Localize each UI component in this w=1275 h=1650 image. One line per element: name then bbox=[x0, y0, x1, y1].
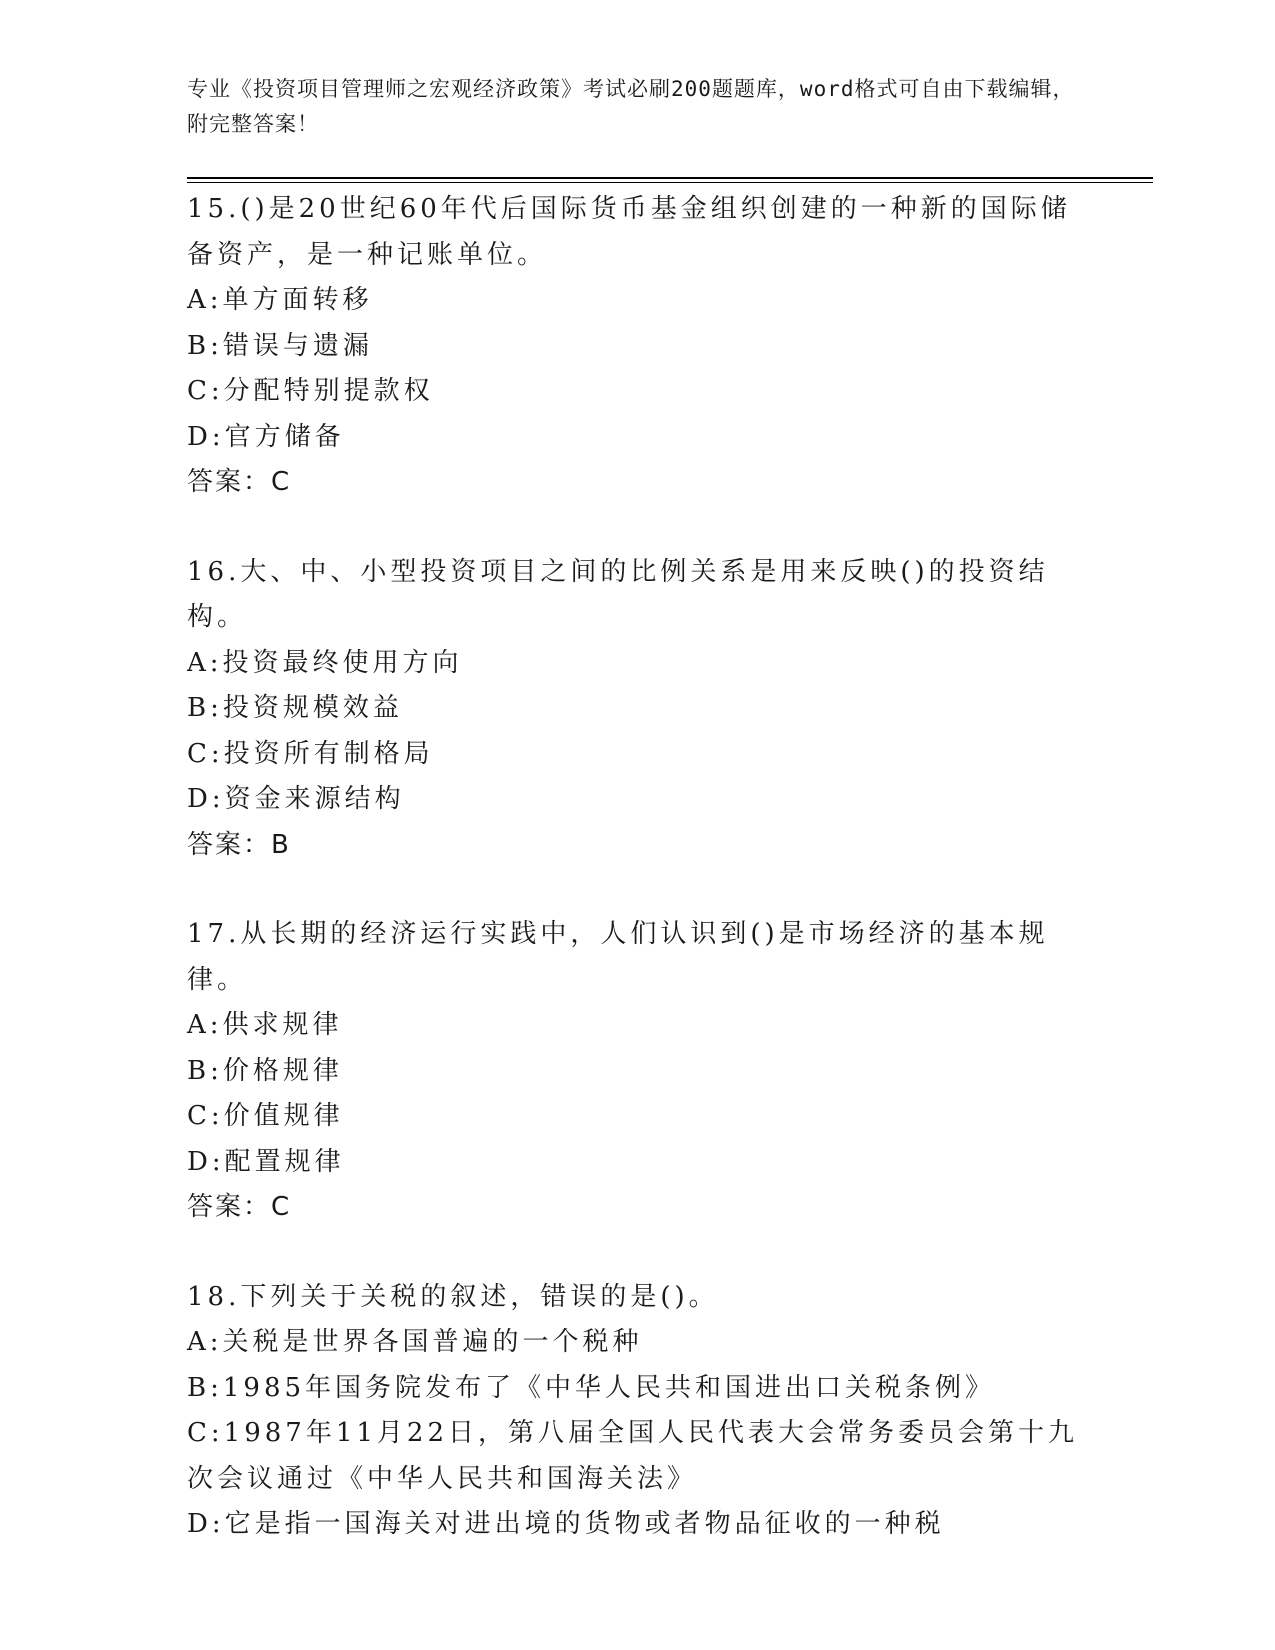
answer-line: 答案：C bbox=[187, 1192, 292, 1222]
question-stem: 17.从长期的经济运行实践中，人们认识到()是市场经济的基本规律。 bbox=[187, 919, 1049, 995]
option-a: A:供求规律 bbox=[187, 1010, 343, 1040]
answer-line: 答案：B bbox=[187, 829, 291, 860]
question-17 bbox=[187, 912, 1087, 1231]
question-stem: 18.下列关于关税的叙述，错误的是()。 bbox=[187, 1281, 719, 1312]
question-stem: 16.大、中、小型投资项目之间的比例关系是用来反映()的投资结构。 bbox=[187, 556, 1049, 632]
option-d: D:配置规律 bbox=[187, 1146, 345, 1177]
option-c: C:分配特别提款权 bbox=[187, 376, 434, 406]
question-list bbox=[187, 187, 1087, 1592]
answer-line: 答案：C bbox=[187, 467, 292, 497]
document-header: 专业《投资项目管理师之宏观经济政策》考试必刷200题题库，word格式可自由下载编辑，附完整答案！ bbox=[187, 77, 1075, 136]
option-c: C:投资所有制格局 bbox=[187, 738, 434, 769]
option-a: A:单方面转移 bbox=[187, 285, 373, 315]
question-16 bbox=[187, 550, 1087, 869]
option-b: B:投资规模效益 bbox=[187, 693, 403, 723]
question-18 bbox=[187, 1275, 1087, 1548]
option-c: C:1987年11月22日，第八届全国人民代表大会常务委员会第十九次会议通过《中华人民共和国海关法》 bbox=[187, 1418, 1078, 1494]
option-b: B:1985年国务院发布了《中华人民共和国进出口关税条例》 bbox=[187, 1372, 996, 1403]
question-stem: 15.()是20世纪60年代后国际货币基金组织创建的一种新的国际储备资产，是一种记账单位。 bbox=[187, 194, 1071, 270]
option-d: D:官方储备 bbox=[187, 421, 345, 452]
option-c: C:价值规律 bbox=[187, 1101, 344, 1131]
option-b: B:价格规律 bbox=[187, 1055, 343, 1086]
option-d: D:资金来源结构 bbox=[187, 784, 405, 814]
option-a: A:关税是世界各国普遍的一个税种 bbox=[187, 1327, 643, 1357]
option-a: A:投资最终使用方向 bbox=[187, 647, 463, 678]
option-b: B:错误与遗漏 bbox=[187, 330, 373, 361]
header-divider-thin bbox=[187, 182, 1153, 183]
header-divider-thick bbox=[187, 177, 1153, 179]
question-15 bbox=[187, 187, 1087, 506]
option-d: D:它是指一国海关对进出境的货物或者物品征收的一种税 bbox=[187, 1509, 945, 1539]
